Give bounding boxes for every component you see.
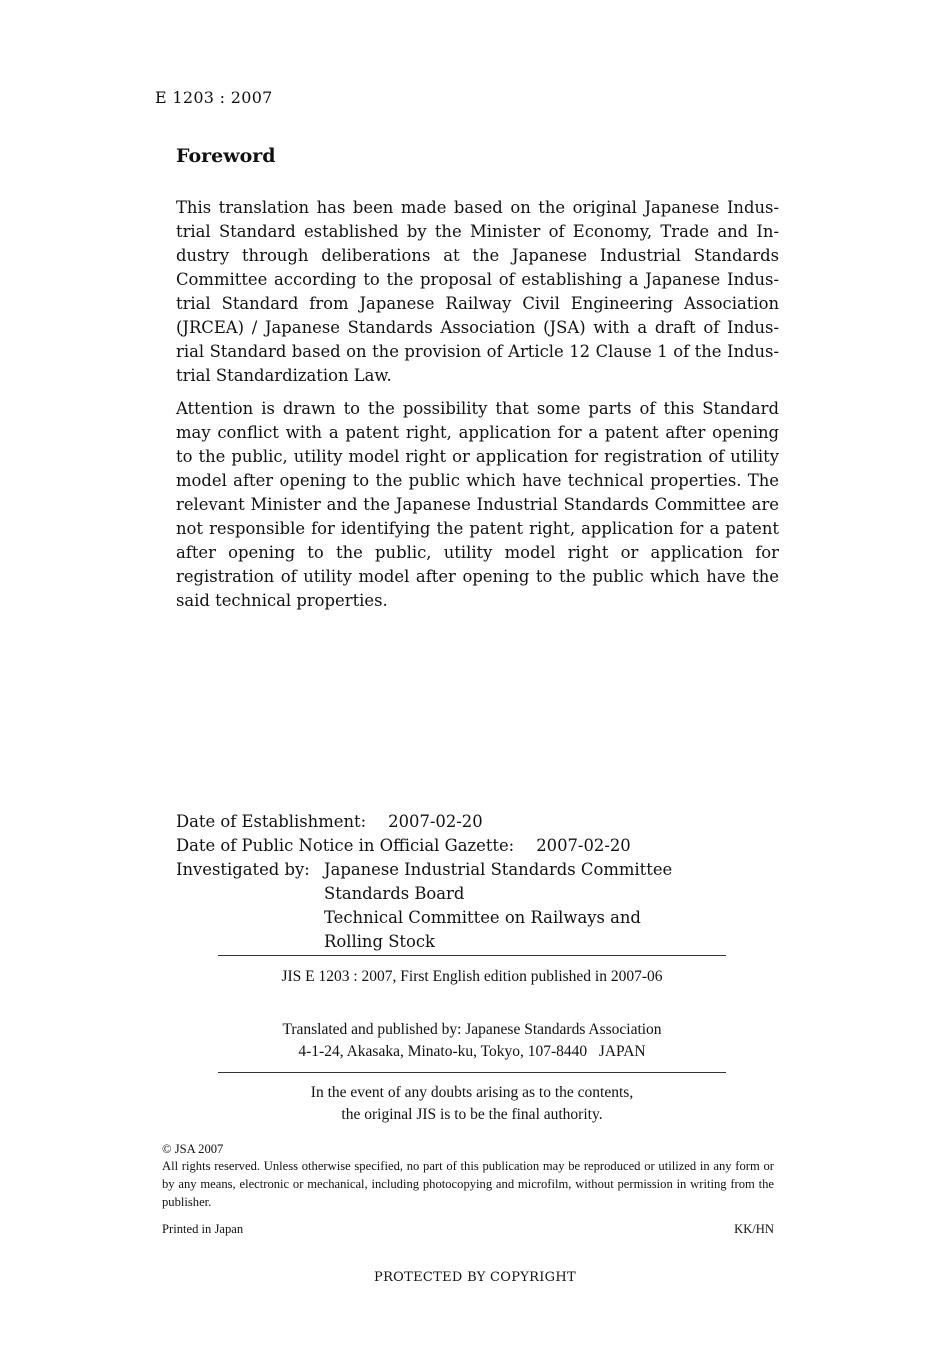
investigated-line: Technical Committee on Railways and bbox=[324, 908, 641, 927]
foreword-heading: Foreword bbox=[176, 145, 276, 167]
copyright-notice: © JSA 2007 bbox=[162, 1142, 224, 1156]
investigated-line: Rolling Stock bbox=[324, 932, 435, 951]
divider-bottom bbox=[218, 1072, 726, 1073]
edition-statement: JIS E 1203 : 2007, First English edition published in 2007-06 bbox=[281, 968, 663, 985]
establishment-date: 2007-02-20 bbox=[388, 812, 483, 831]
authority-note bbox=[218, 1082, 726, 1126]
document-id: E 1203 : 2007 bbox=[155, 88, 273, 107]
protected-by-copyright: PROTECTED BY COPYRIGHT bbox=[374, 1270, 576, 1285]
gazette-label: Date of Public Notice in Official Gazette: bbox=[176, 836, 515, 855]
gazette-row bbox=[176, 834, 736, 858]
printed-in: Printed in Japan bbox=[162, 1222, 244, 1236]
establishment-details bbox=[176, 810, 736, 954]
divider-top bbox=[218, 955, 726, 956]
establishment-label: Date of Establishment: bbox=[176, 812, 367, 831]
publisher-address: 4-1-24, Akasaka, Minato-ku, Tokyo, 107-8440 JAPAN bbox=[298, 1043, 646, 1060]
publisher-line: Translated and published by: Japanese Standards Association bbox=[282, 1021, 662, 1038]
rights-statement: All rights reserved. Unless otherwise specified, no part of this publication may be reproduced or utilized in any form or by any means, electronic or mechanical, including photocopying and microfilm, without permission in writing from the publisher. bbox=[162, 1159, 774, 1209]
establishment-row bbox=[176, 810, 736, 834]
investigated-line: Japanese Industrial Standards Committee bbox=[324, 860, 673, 879]
foreword-paragraph-2: Attention is drawn to the possibility that some parts of this Standard may conflict with a patent right, application for a patent after opening to the public, utility model right or application for registration of utility model after opening to the public which have technical properties. The relevant Minister and the Japanese Industrial Standards Committee are not responsible for identifying the patent right, application for a patent after opening to the public, utility model right or application for registration of utility model after opening to the public which have the said technical properties. bbox=[176, 399, 779, 610]
gazette-date: 2007-02-20 bbox=[536, 836, 631, 855]
investigated-line: Standards Board bbox=[324, 884, 465, 903]
investigated-row bbox=[176, 858, 736, 882]
investigated-label: Investigated by: bbox=[176, 860, 310, 879]
publisher-block bbox=[218, 1019, 726, 1063]
printed-row bbox=[162, 1220, 774, 1238]
authority-line: In the event of any doubts arising as to the contents, bbox=[310, 1084, 634, 1101]
authority-line: the original JIS is to be the final authority. bbox=[341, 1106, 603, 1123]
foreword-paragraph-1: This translation has been made based on the original Japanese Indus-trial Standard established by the Minister of Economy, Trade and In-dustry through deliberations at the Japanese Industrial Standards Committee according to the proposal of establishing a Japanese Indus-trial Standard from Japanese Railway Civil Engineering Association (JRCEA) / Japanese Standards Association (JSA) with a draft of Indus-rial Standard based on the provision of Article 12 Clause 1 of the Indus-trial Standardization Law. bbox=[176, 198, 779, 385]
print-code: KK/HN bbox=[734, 1222, 774, 1236]
